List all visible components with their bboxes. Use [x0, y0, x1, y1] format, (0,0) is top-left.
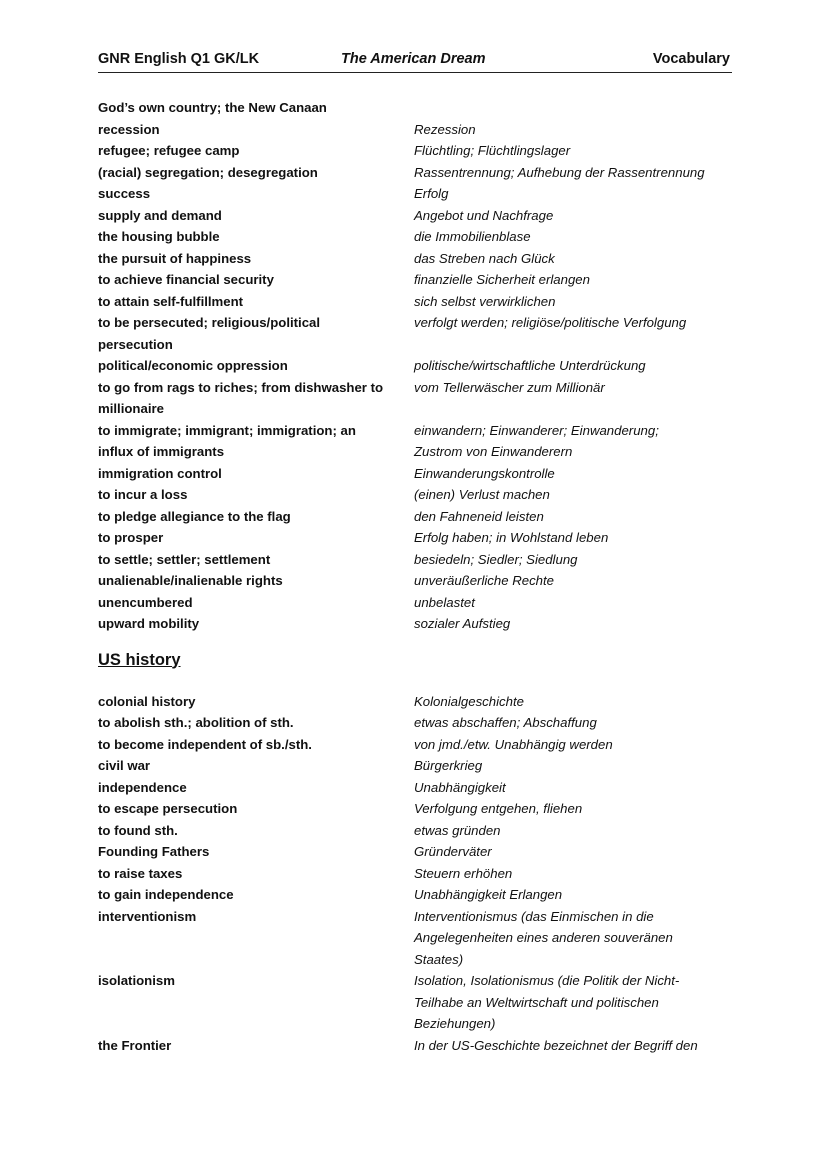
- vocab-term: to raise taxes: [98, 865, 183, 881]
- vocab-term: the housing bubble: [98, 229, 220, 244]
- vocab-translation: sozialer Aufstieg: [414, 616, 511, 631]
- vocab-translation: politische/wirtschaftliche Unterdrückung: [414, 358, 646, 373]
- vocab-term: to become independent of sb./sth.: [98, 736, 312, 752]
- vocab-translation: Erfolg haben; in Wohlstand leben: [414, 530, 609, 545]
- header-course: GNR English Q1 GK/LK: [98, 51, 260, 67]
- vocab-row: [98, 291, 738, 313]
- vocab-term: civil war: [98, 758, 151, 773]
- vocab-term: success: [98, 186, 151, 201]
- vocab-row: [98, 798, 738, 820]
- vocab-term: unalienable/inalienable rights: [98, 573, 283, 588]
- vocab-row: [98, 119, 738, 141]
- vocab-row: [98, 570, 738, 592]
- vocab-translation: Angebot und Nachfrage: [414, 207, 554, 223]
- vocab-translation: (einen) Verlust machen: [414, 487, 550, 502]
- vocab-row: [98, 441, 738, 463]
- vocab-row: [98, 527, 738, 549]
- vocab-term: to go from rags to riches; from dishwasher to millionaire: [98, 379, 384, 416]
- vocab-term: upward mobility: [98, 616, 200, 631]
- vocab-row: [98, 863, 738, 885]
- vocab-translation: Interventionismus (das Einmischen in die Angelegenheiten eines anderen souveränen Staates): [414, 908, 673, 967]
- vocab-translation: Erfolg: [414, 186, 449, 201]
- vocab-translation: das Streben nach Glück: [414, 250, 555, 266]
- vocab-term: to gain independence: [98, 887, 234, 902]
- vocab-row: [98, 420, 738, 442]
- vocab-term: unencumbered: [98, 594, 193, 610]
- header-topic: The American Dream: [341, 51, 486, 67]
- vocab-term: to found sth.: [98, 822, 178, 838]
- vocab-translation: Unabhängigkeit Erlangen: [414, 887, 563, 902]
- vocab-row: [98, 613, 738, 635]
- vocab-term: recession: [98, 121, 160, 137]
- vocab-row: [98, 691, 738, 713]
- vocab-translation: Rassentrennung; Aufhebung der Rassentrennung: [414, 164, 705, 180]
- vocab-row: [98, 777, 738, 799]
- vocab-row: [98, 312, 738, 355]
- vocab-row: [98, 734, 738, 756]
- vocab-row: [98, 1035, 738, 1057]
- vocab-translation: vom Tellerwäscher zum Millionär: [414, 379, 605, 395]
- vocab-translation: Verfolgung entgehen, fliehen: [414, 801, 583, 816]
- vocab-row: [98, 183, 738, 205]
- vocab-term: to abolish sth.; abolition of sth.: [98, 715, 294, 730]
- vocab-term: the Frontier: [98, 1037, 172, 1053]
- vocab-translation: Einwanderungskontrolle: [414, 465, 555, 481]
- vocab-row: [98, 820, 738, 842]
- vocab-row: [98, 841, 738, 863]
- vocab-row: [98, 592, 738, 614]
- vocab-term: (racial) segregation; desegregation: [98, 164, 318, 180]
- vocab-term: immigration control: [98, 465, 222, 481]
- vocab-term: political/economic oppression: [98, 358, 288, 373]
- vocab-term: colonial history: [98, 693, 196, 709]
- vocab-term: to incur a loss: [98, 487, 188, 502]
- vocab-translation: Kolonialgeschichte: [414, 693, 524, 709]
- vocab-row: [98, 755, 738, 777]
- vocab-row: [98, 377, 738, 420]
- vocab-translation: Zustrom von Einwanderern: [414, 444, 573, 459]
- vocab-row: [98, 884, 738, 906]
- vocab-row: [98, 712, 738, 734]
- vocab-row: [98, 484, 738, 506]
- vocab-row: [98, 226, 738, 248]
- vocab-row: [98, 506, 738, 528]
- vocab-translation: Gründerväter: [414, 844, 492, 859]
- vocab-translation: unbelastet: [414, 594, 475, 610]
- vocab-term: influx of immigrants: [98, 444, 225, 459]
- vocab-translation: Isolation, Isolationismus (die Politik der Nicht-Teilhabe an Weltwirtschaft und politischen Beziehungen): [414, 973, 680, 1031]
- vocab-translation: In der US-Geschichte bezeichnet der Begriff den: [414, 1037, 698, 1053]
- vocab-term: interventionism: [98, 908, 197, 924]
- header-doc-type: Vocabulary: [652, 51, 730, 67]
- vocab-term: to prosper: [98, 530, 164, 545]
- vocab-term: to escape persecution: [98, 801, 238, 816]
- vocab-translation: verfolgt werden; religiöse/politische Verfolgung: [414, 315, 687, 330]
- vocab-term: God’s own country; the New Canaan: [98, 100, 327, 115]
- vocab-row: [98, 906, 738, 971]
- vocab-translation: Bürgerkrieg: [414, 758, 483, 773]
- vocab-row: [98, 140, 738, 162]
- vocab-translation: besiedeln; Siedler; Siedlung: [414, 551, 578, 567]
- vocabulary-content: [98, 97, 738, 1056]
- vocab-term: Founding Fathers: [98, 844, 210, 859]
- vocab-row: [98, 97, 738, 119]
- vocab-translation: Flüchtling; Flüchtlingslager: [414, 143, 571, 158]
- vocab-term: to immigrate; immigrant; immigration; an: [98, 422, 356, 438]
- vocab-translation: den Fahneneid leisten: [414, 508, 544, 524]
- vocab-row: [98, 205, 738, 227]
- vocab-term: isolationism: [98, 973, 175, 988]
- vocab-translation: Rezession: [414, 121, 476, 137]
- section-heading-us-history: US history: [98, 650, 181, 669]
- vocab-term: the pursuit of happiness: [98, 250, 252, 266]
- vocab-row: [98, 355, 738, 377]
- vocab-row: [98, 162, 738, 184]
- vocab-term: to attain self-fulfillment: [98, 293, 244, 309]
- vocab-term: to be persecuted; religious/political persecution: [98, 315, 321, 352]
- vocab-row: [98, 463, 738, 485]
- vocabulary-list-general: [98, 97, 738, 635]
- vocab-term: to achieve financial security: [98, 272, 274, 287]
- vocab-term: to settle; settler; settlement: [98, 551, 271, 567]
- vocab-row: [98, 269, 738, 291]
- vocab-row: [98, 248, 738, 270]
- vocab-translation: Steuern erhöhen: [414, 865, 513, 881]
- vocab-translation: einwandern; Einwanderer; Einwanderung;: [414, 422, 659, 438]
- vocab-translation: die Immobilienblase: [414, 229, 531, 244]
- page-header: [98, 50, 732, 73]
- vocab-translation: [414, 97, 724, 119]
- vocab-row: [98, 549, 738, 571]
- vocab-term: refugee; refugee camp: [98, 143, 240, 158]
- vocab-translation: von jmd./etw. Unabhängig werden: [414, 736, 613, 752]
- vocab-term: supply and demand: [98, 207, 222, 223]
- vocab-row: [98, 970, 738, 1035]
- vocab-translation: finanzielle Sicherheit erlangen: [414, 272, 590, 287]
- vocab-term: to pledge allegiance to the flag: [98, 508, 291, 524]
- vocab-translation: Unabhängigkeit: [414, 779, 506, 795]
- vocab-translation: unveräußerliche Rechte: [414, 573, 555, 588]
- vocabulary-list-us-history: [98, 691, 738, 1057]
- vocab-translation: etwas gründen: [414, 822, 501, 838]
- vocab-translation: sich selbst verwirklichen: [414, 293, 556, 309]
- vocab-translation: etwas abschaffen; Abschaffung: [414, 715, 597, 730]
- vocab-term: independence: [98, 779, 187, 795]
